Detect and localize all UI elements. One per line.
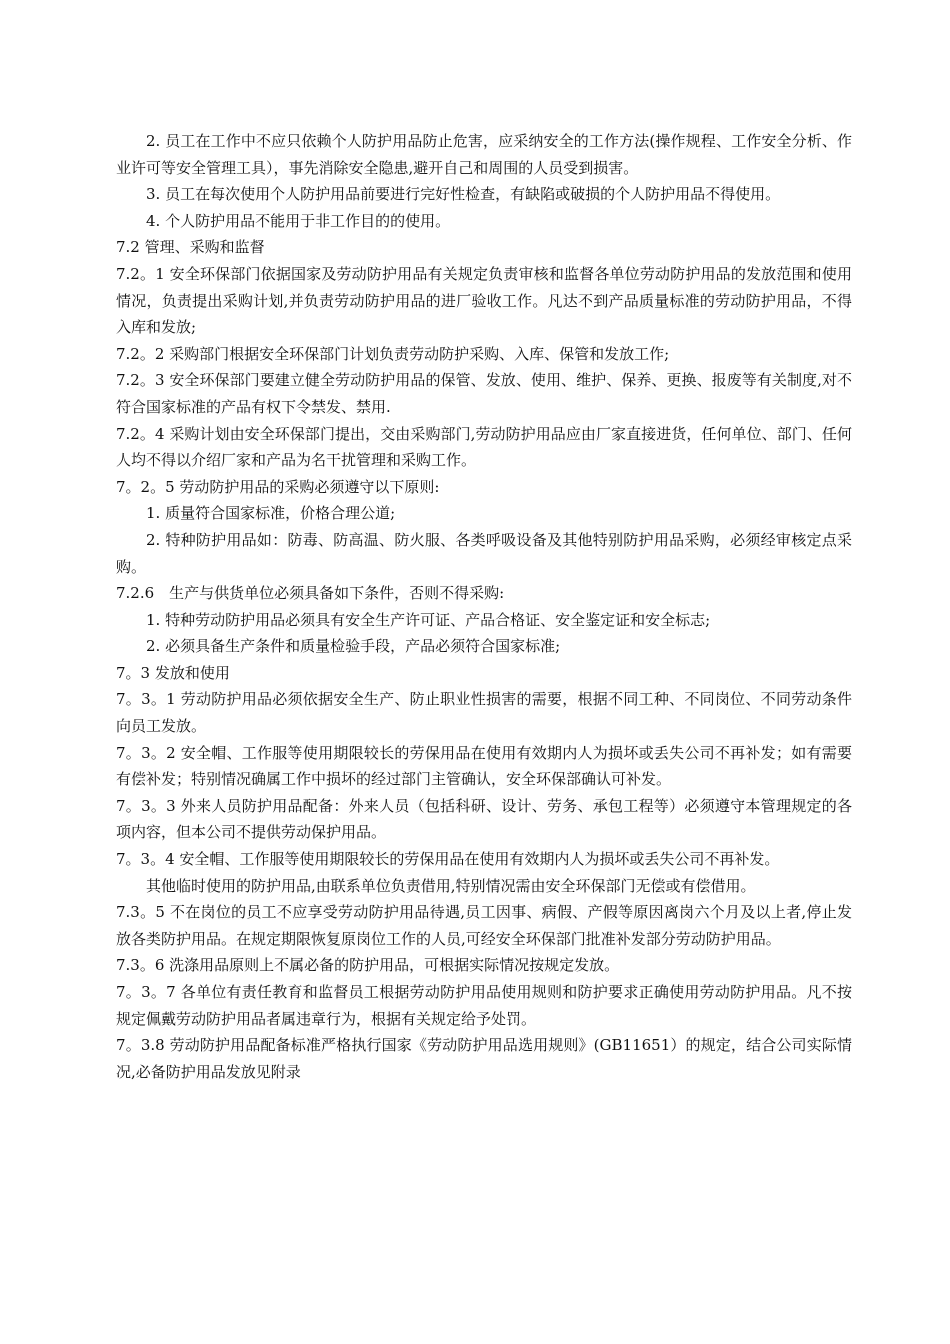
paragraph-7-3-1: 7。3。1 劳动防护用品必须依据安全生产、防止职业性损害的需要，根据不同工种、不同岗位、不同劳动条件向员工发放。 — [116, 690, 852, 736]
paragraph-7-2-6: 7.2.6 生产与供货单位必须具备如下条件，否则不得采购: — [116, 584, 505, 603]
list-item-certificates: 1. 特种劳动防护用品必须具有安全生产许可证、产品合格证、安全鉴定证和安全标志; — [146, 610, 711, 629]
paragraph-7-3-8: 7。3.8 劳动防护用品配备标准严格执行国家《劳动防护用品选用规则》(GB11651）的规定，结合公司实际情况,必备防护用品发放见附录 — [116, 1036, 852, 1081]
paragraph-7-2-3: 7.2。3 安全环保部门要建立健全劳动防护用品的保管、发放、使用、维护、保养、更换、报废等有关制度,对不符合国家标准的产品有权下令禁发、禁用. — [116, 371, 852, 416]
document-body — [116, 128, 852, 1085]
list-item-quality: 1. 质量符合国家标准，价格合理公道; — [146, 504, 396, 523]
paragraph-7-2-4: 7.2。4 采购计划由安全环保部门提出，交由采购部门,劳动防护用品应由厂家直接进货，任何单位、部门、任何人均不得以介绍厂家和产品为名干扰管理和采购工作。 — [116, 424, 852, 470]
paragraph-7-3-3: 7。3。3 外来人员防护用品配备：外来人员（包括科研、设计、劳务、承包工程等）必须遵守本管理规定的各项内容，但本公司不提供劳动保护用品。 — [116, 796, 852, 842]
paragraph-7-3-7: 7。3。7 各单位有责任教育和监督员工根据劳动防护用品使用规则和防护要求正确使用劳动防护用品。凡不按规定佩戴劳动防护用品者属违章行为，根据有关规定给予处罚。 — [116, 983, 852, 1028]
paragraph-7-2-1: 7.2。1 安全环保部门依据国家及劳动防护用品有关规定负责审核和监督各单位劳动防护用品的发放范围和使用情况，负责提出采购计划,并负责劳动防护用品的进厂验收工作。凡达不到产品质量标准的劳动防护用品，不得入库和发放; — [116, 264, 852, 337]
section-heading-7-3: 7。3 发放和使用 — [116, 663, 230, 682]
paragraph-7-3-2: 7。3。2 安全帽、工作服等使用期限较长的劳保用品在使用有效期内人为损坏或丢失公司不再补发；如有需要有偿补发；特别情况确属工作中损坏的经过部门主管确认，安全环保部确认可补发。 — [116, 743, 852, 789]
paragraph-7-2-2: 7.2。2 采购部门根据安全环保部门计划负责劳动防护采购、入库、保管和发放工作; — [116, 344, 670, 363]
paragraph-non-work-use: 4. 个人防护用品不能用于非工作目的的使用。 — [146, 211, 451, 230]
list-item-production-conditions: 2. 必须具备生产条件和质量检验手段，产品必须符合国家标准; — [146, 637, 561, 656]
section-heading-7-2: 7.2 管理、采购和监督 — [116, 238, 265, 257]
paragraph-7-3-4: 7。3。4 安全帽、工作服等使用期限较长的劳保用品在使用有效期内人为损坏或丢失公司不再补发。 — [116, 850, 780, 869]
list-item-special-purchase: 2. 特种防护用品如：防毒、防高温、防火服、各类呼吸设备及其他特别防护用品采购，必须经审核定点采购。 — [116, 530, 852, 576]
paragraph-employee-method: 2. 员工在工作中不应只依赖个人防护用品防止危害，应采纳安全的工作方法(操作规程、工作安全分析、作业许可等安全管理工具），事先消除安全隐患,避开自己和周围的人员受到损害。 — [116, 132, 852, 177]
paragraph-temporary-equipment: 其他临时使用的防护用品,由联系单位负责借用,特别情况需由安全环保部门无偿或有偿借用。 — [146, 876, 756, 895]
paragraph-7-3-5: 7.3。5 不在岗位的员工不应享受劳动防护用品待遇,员工因事、病假、产假等原因离岗六个月及以上者,停止发放各类防护用品。在规定期限恢复原岗位工作的人员,可经安全环保部门批准补发部分劳动防护用品。 — [116, 903, 852, 948]
paragraph-7-2-5: 7。2。5 劳动防护用品的采购必须遵守以下原则: — [116, 477, 440, 496]
paragraph-7-3-6: 7.3。6 洗涤用品原则上不属必备的防护用品，可根据实际情况按规定发放。 — [116, 956, 620, 975]
paragraph-inspection: 3. 员工在每次使用个人防护用品前要进行完好性检查，有缺陷或破损的个人防护用品不得使用。 — [146, 185, 781, 204]
